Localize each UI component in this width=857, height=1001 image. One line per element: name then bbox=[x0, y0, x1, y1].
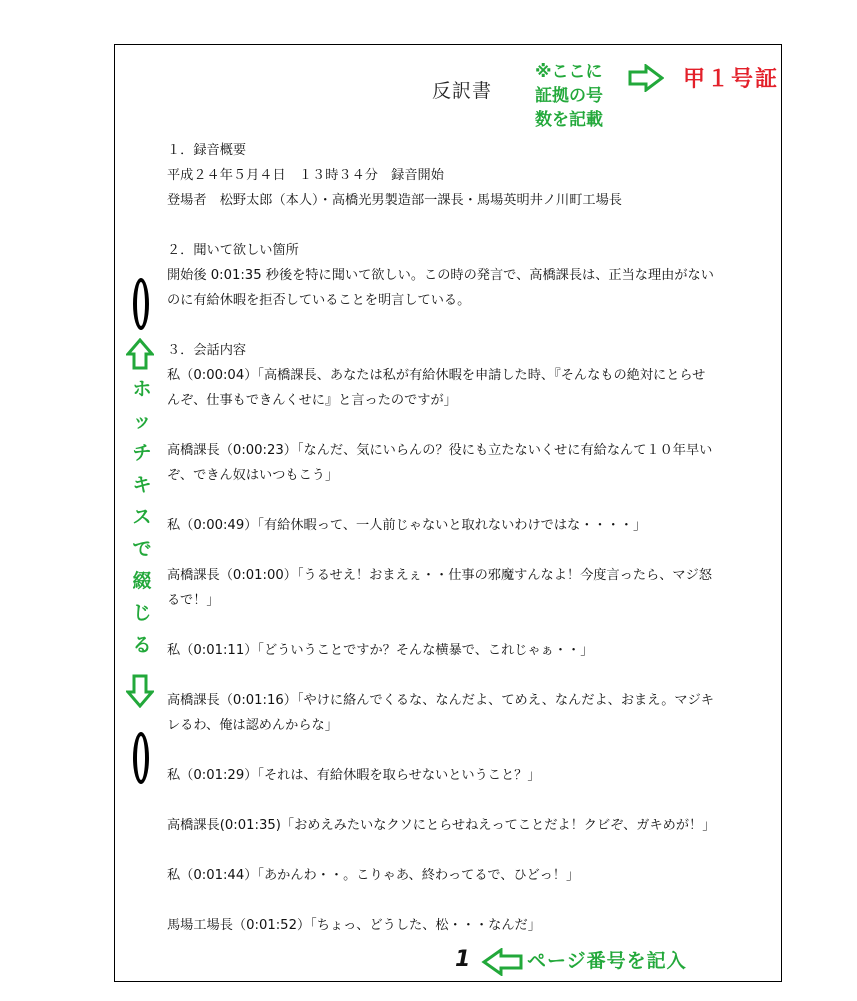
staple-instruction-char: る bbox=[132, 634, 152, 656]
body-line bbox=[167, 313, 767, 338]
body-line: 私（0:00:49）「有給休暇って、一人前じゃないと取れないわけではな・・・・」 bbox=[167, 518, 647, 533]
staple-instruction-char: で bbox=[132, 538, 152, 560]
body-line bbox=[167, 613, 767, 638]
body-line: んぞ、仕事もできんくせに』と言ったのですが」 bbox=[167, 393, 457, 408]
staple-instruction-char: チ bbox=[132, 442, 152, 464]
arrow-left-icon bbox=[481, 948, 523, 976]
arrow-up-icon bbox=[126, 338, 154, 370]
body-line bbox=[167, 413, 767, 438]
body-line bbox=[167, 538, 767, 563]
arrow-down-icon bbox=[126, 674, 154, 708]
staple-instruction-char: 綴 bbox=[132, 570, 152, 592]
page-number-note: ページ番号を記入 bbox=[527, 950, 687, 972]
body-line: 私（0:01:44）「あかんわ・・。こりゃあ、終わってるで、ひどっ！」 bbox=[167, 868, 580, 883]
body-line bbox=[167, 738, 767, 763]
evidence-note-line: 証拠の号 bbox=[535, 86, 603, 106]
body-line bbox=[167, 663, 767, 688]
body-line: 高橋課長(0:01:35)「おめえみたいなクソにとらせねえってことだよ！クビぞ、ガキめが！」 bbox=[167, 818, 716, 833]
body-line: ぞ、できん奴はいつもこう」 bbox=[167, 468, 339, 483]
arrow-right-icon bbox=[628, 64, 664, 92]
staple-instruction-char: ス bbox=[132, 506, 152, 528]
body-line: １．録音概要 bbox=[167, 143, 247, 158]
staple-instruction bbox=[128, 373, 156, 661]
staple-instruction-char: じ bbox=[132, 602, 152, 624]
body-line: 開始後 0:01:35 秒後を特に聞いて欲しい。この時の発言で、高橋課長は、正当な理由がない bbox=[167, 268, 714, 283]
body-line: 高橋課長（0:00:23）「なんだ、気にいらんの？役にも立たないくせに有給なんて１０年早い bbox=[167, 443, 713, 458]
evidence-note-line: ※ここに bbox=[535, 62, 603, 82]
body-line: 高橋課長（0:01:16）「やけに絡んでくるな、なんだよ、てめえ、なんだよ、おまえ。マジキ bbox=[167, 693, 714, 708]
body-line: 登場者 松野太郎（本人）・高橋光男製造部一課長・馬場英明井ノ川町工場長 bbox=[167, 193, 622, 208]
body-line: 平成２４年５月４日 １３時３４分 録音開始 bbox=[167, 168, 444, 183]
staple-instruction-char: ッ bbox=[132, 410, 152, 432]
body-line bbox=[167, 213, 767, 238]
evidence-number: 甲１号証 bbox=[683, 67, 780, 92]
body-line: 馬場工場長（0:01:52）「ちょっ、どうした、松・・・なんだ」 bbox=[167, 918, 541, 933]
body-line: 私（0:01:11）「どういうことですか？そんな横暴で、これじゃぁ・・」 bbox=[167, 643, 594, 658]
staple-hole-icon bbox=[133, 732, 149, 784]
body-line: レるわ、俺は認めんからな」 bbox=[167, 718, 338, 733]
body-line: 高橋課長（0:01:00）「うるせえ！おまえぇ・・仕事の邪魔すんなよ！今度言ったら、マジ怒 bbox=[167, 568, 712, 583]
staple-hole-icon bbox=[133, 278, 149, 330]
document-title: 反訳書 bbox=[432, 80, 493, 102]
body-line: ２．聞いて欲しい箇所 bbox=[167, 243, 299, 258]
page-number: 1 bbox=[455, 947, 471, 972]
body-line bbox=[167, 488, 767, 513]
staple-instruction-char: キ bbox=[132, 474, 152, 496]
body-line bbox=[167, 888, 767, 913]
document-body bbox=[167, 138, 767, 938]
body-line bbox=[167, 788, 767, 813]
body-line: 私（0:00:04）「高橋課長、あなたは私が有給休暇を申請した時、『そんなもの絶対にとらせ bbox=[167, 368, 706, 383]
body-line: のに有給休暇を拒否していることを明言している。 bbox=[167, 293, 471, 308]
staple-instruction-char: ホ bbox=[132, 378, 152, 400]
evidence-note-line: 数を記載 bbox=[535, 110, 603, 130]
body-line: ３．会話内容 bbox=[167, 343, 247, 358]
evidence-number-note bbox=[535, 60, 603, 132]
body-line: るで！」 bbox=[167, 593, 220, 608]
body-line: 私（0:01:29）「それは、有給休暇を取らせないということ？」 bbox=[167, 768, 541, 783]
body-line bbox=[167, 838, 767, 863]
